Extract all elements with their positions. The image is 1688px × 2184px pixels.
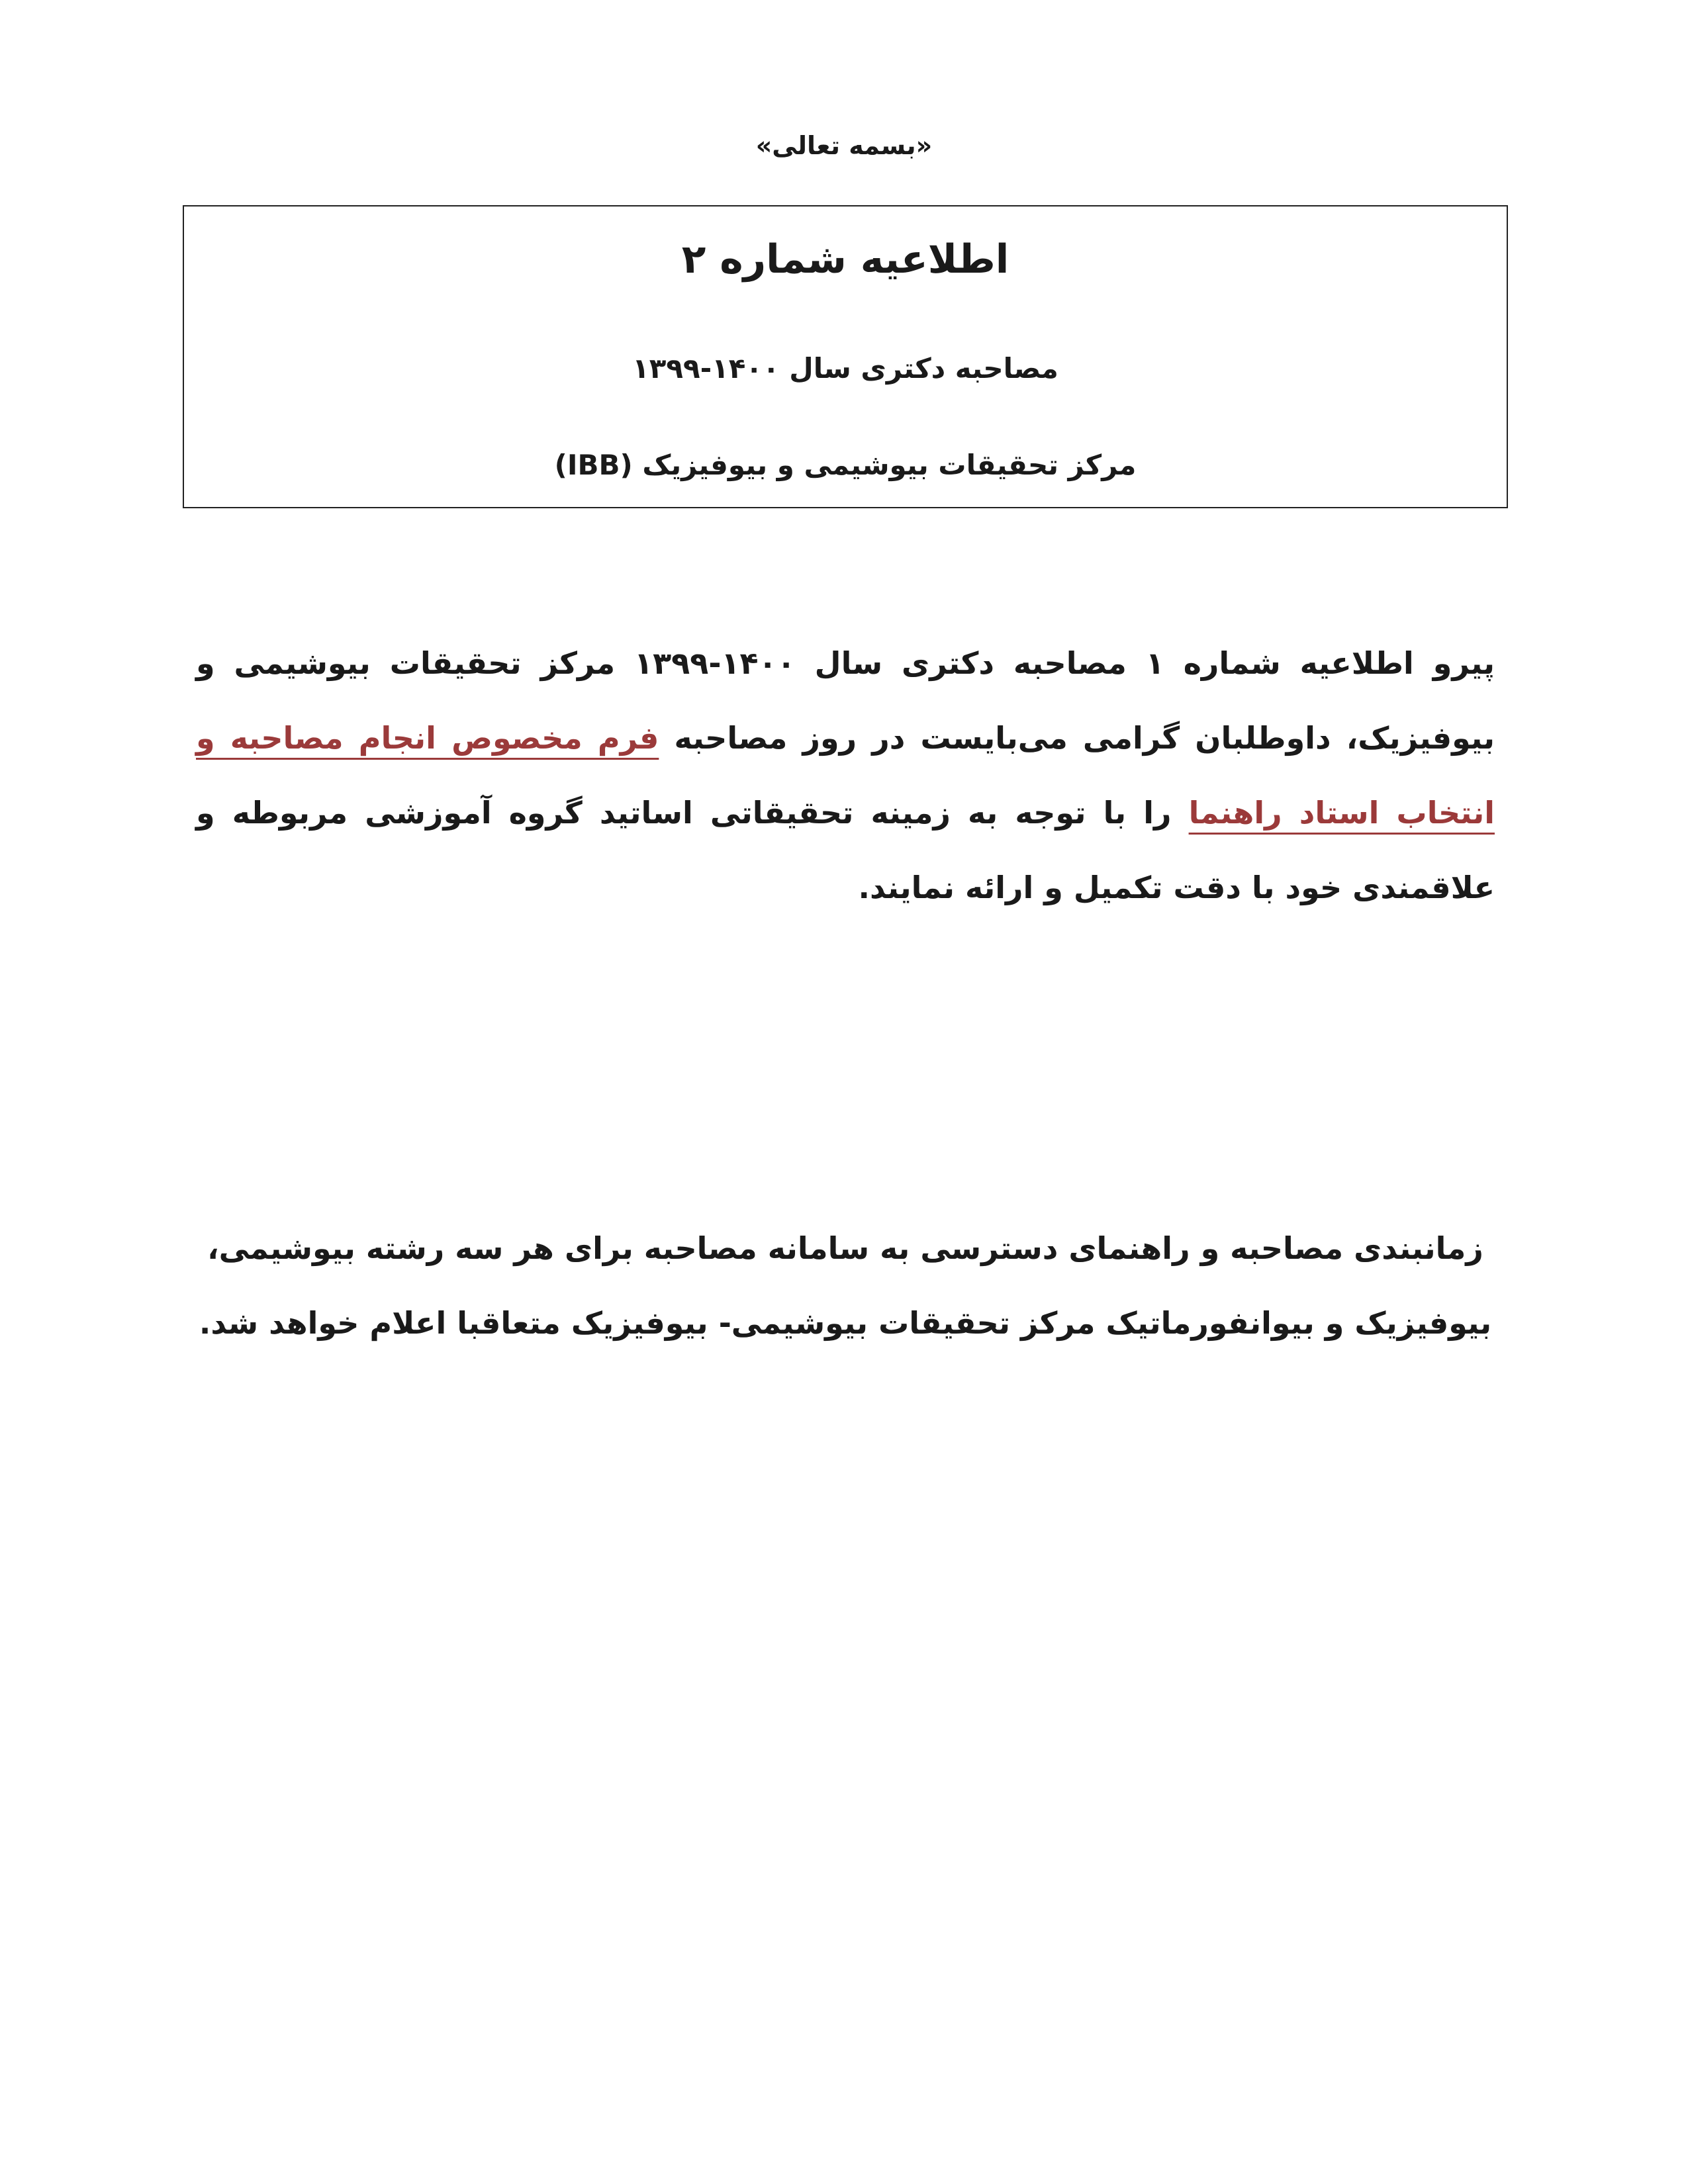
- announcement-text-after-link: را با توجه به زمینه تحقیقاتی اساتید گروه آموزشی مربوطه و علاقمندی خود با دقت تکمیل و ارائه نمایند.: [196, 795, 1495, 905]
- invocation-text: «بسمه تعالی»: [755, 131, 933, 160]
- schedule-note-line-1: زمانبندی مصاحبه و راهنمای دسترسی به سامانه مصاحبه برای هر سه رشته بیوشیمی،: [207, 1230, 1483, 1266]
- announcement-paragraph: [196, 626, 1495, 925]
- announcement-subtitle: مصاحبه دکتری سال ۱۴۰۰-۱۳۹۹: [632, 352, 1058, 385]
- schedule-note: [196, 1211, 1495, 1361]
- research-center-name: مرکز تحقیقات بیوشیمی و بیوفیزیک (IBB): [554, 449, 1137, 481]
- schedule-note-line-2: بیوفیزیک و بیوانفورماتیک مرکز تحقیقات بیوشیمی- بیوفیزیک متعاقبا اعلام خواهد شد.: [199, 1305, 1492, 1341]
- announcement-title: اطلاعیه شماره ۲: [681, 236, 1009, 283]
- announcement-header-box: [183, 205, 1508, 508]
- interview-form-link[interactable]: فرم مخصوص انجام مصاحبه و انتخاب استاد راهنما: [196, 720, 1495, 831]
- announcement-text-before-link: پیرو اطلاعیه شماره ۱ مصاحبه دکتری سال ۱۴۰۰-۱۳۹۹ مرکز تحقیقات بیوشیمی و بیوفیزیک، داوطلبان گرامی می‌بایست در روز مصاحبه: [196, 645, 1495, 756]
